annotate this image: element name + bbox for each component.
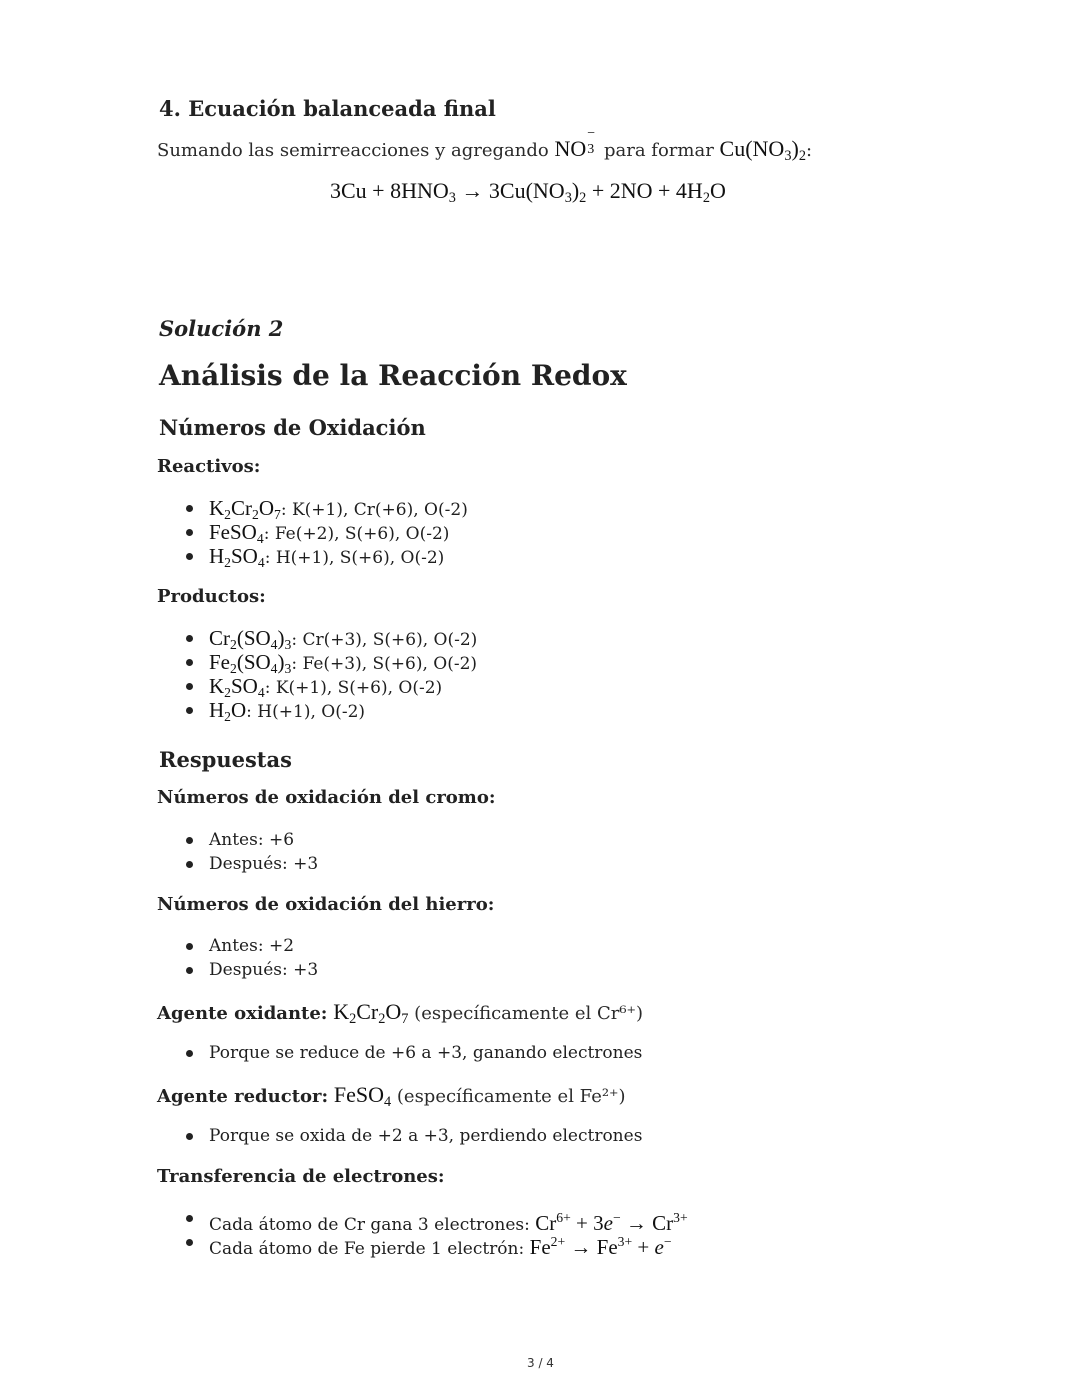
intro-mid: para formar [603, 140, 714, 161]
intro-text: Sumando las semirreacciones y agregando [157, 140, 549, 161]
oxidation-heading: Números de Oxidación [159, 415, 426, 440]
reactivos-label: Reactivos: [157, 456, 261, 477]
bullet [186, 553, 193, 560]
reductor-formula: FeSO$_4$ [333, 1082, 392, 1110]
reductor-line: Agente reductor: FeSO$_4$ (específicamente el Fe²⁺) [157, 1082, 626, 1110]
bullet [186, 529, 193, 536]
bullet [186, 967, 193, 974]
copper-nitrate: $Cu(NO_3)_2$ [719, 136, 806, 164]
nitrate-ion: NO − 3 [554, 126, 596, 161]
hierro-label: Números de oxidación del hierro: [157, 894, 495, 915]
bullet [186, 659, 193, 666]
productos-label: Productos: [157, 586, 266, 607]
bullet [186, 861, 193, 868]
bullet [186, 707, 193, 714]
bullet [186, 1215, 193, 1222]
bullet [186, 837, 193, 844]
oxidante-formula: $K_2Cr_2O_7$ [333, 999, 409, 1027]
solution-title: Análisis de la Reacción Redox [159, 359, 627, 392]
bullet [186, 683, 193, 690]
section-heading: 4. Ecuación balanceada final [159, 96, 496, 121]
transfer-label: Transferencia de electrones: [157, 1166, 445, 1187]
bullet [186, 505, 193, 512]
intro-paragraph: Sumando las semirreacciones y agregando NO − 3 para formar $Cu(NO_3)_2$: [157, 126, 813, 164]
respuestas-heading: Respuestas [159, 747, 292, 772]
bullet [186, 635, 193, 642]
balanced-equation: $3Cu + 8HNO_3 \to 3Cu(NO_3)_2 + 2NO + 4H_2O$ [330, 178, 726, 206]
oxidante-line: Agente oxidante: $K_2Cr_2O_7$ (específicamente el Cr⁶⁺) [157, 999, 644, 1027]
bullet [186, 943, 193, 950]
page-number: 3 / 4 [527, 1356, 554, 1370]
bullet [186, 1239, 193, 1246]
cromo-label: Números de oxidación del cromo: [157, 787, 496, 808]
document-page: 4. Ecuación balanceada final Sumando las semirreacciones y agregando NO − 3 para formar $Cu(NO_3)_2$: $3Cu + 8HNO_3 \to 3Cu(NO_3)_2 + 2NO + 4H_2O$ Solución 2 Análisis de la Reacción Redox Números de Oxidación Reactivos: $K_2Cr_2O_7$: K(+1), Cr(+6), O(-2) FeSO$_4$: Fe(+2), S(+6), O(-2) $H_2SO_4$: H(+1), S(+6), O(-2) Productos: $Cr_2(SO_4)_3$: Cr(+3), S(+6), O(-2) $Fe_2(SO_4)_3$: Fe(+3), S(+6), O(-2) $K_2SO_4$: K(+1), S(+6), O(-2) $H_2O$: H(+1), O(-2) Respuestas Números de oxidación del cromo: Antes: +6 Después: +3 Números de oxidación del hierro: Antes: +2 Después: +3 Agente oxidante: $K_2Cr_2O_7$ (específicamente el Cr⁶⁺) Porque se reduce de +6 a +3, ganando electrones Agente reductor: FeSO$_4$ (específicamente el Fe²⁺) Porque se oxida de +2 a +3, perdiendo electrones Transferencia de electrones: Cada átomo de Cr gana 3 electrones: $Cr^{6+} + 3e^- \to Cr^{3+}$ Cada átomo de Fe pierde 1 electrón: $Fe^{2+} \to Fe^{3+} + e^-$ 3 / 4 [157, 96, 813, 1370]
solution-label: Solución 2 [159, 316, 284, 341]
